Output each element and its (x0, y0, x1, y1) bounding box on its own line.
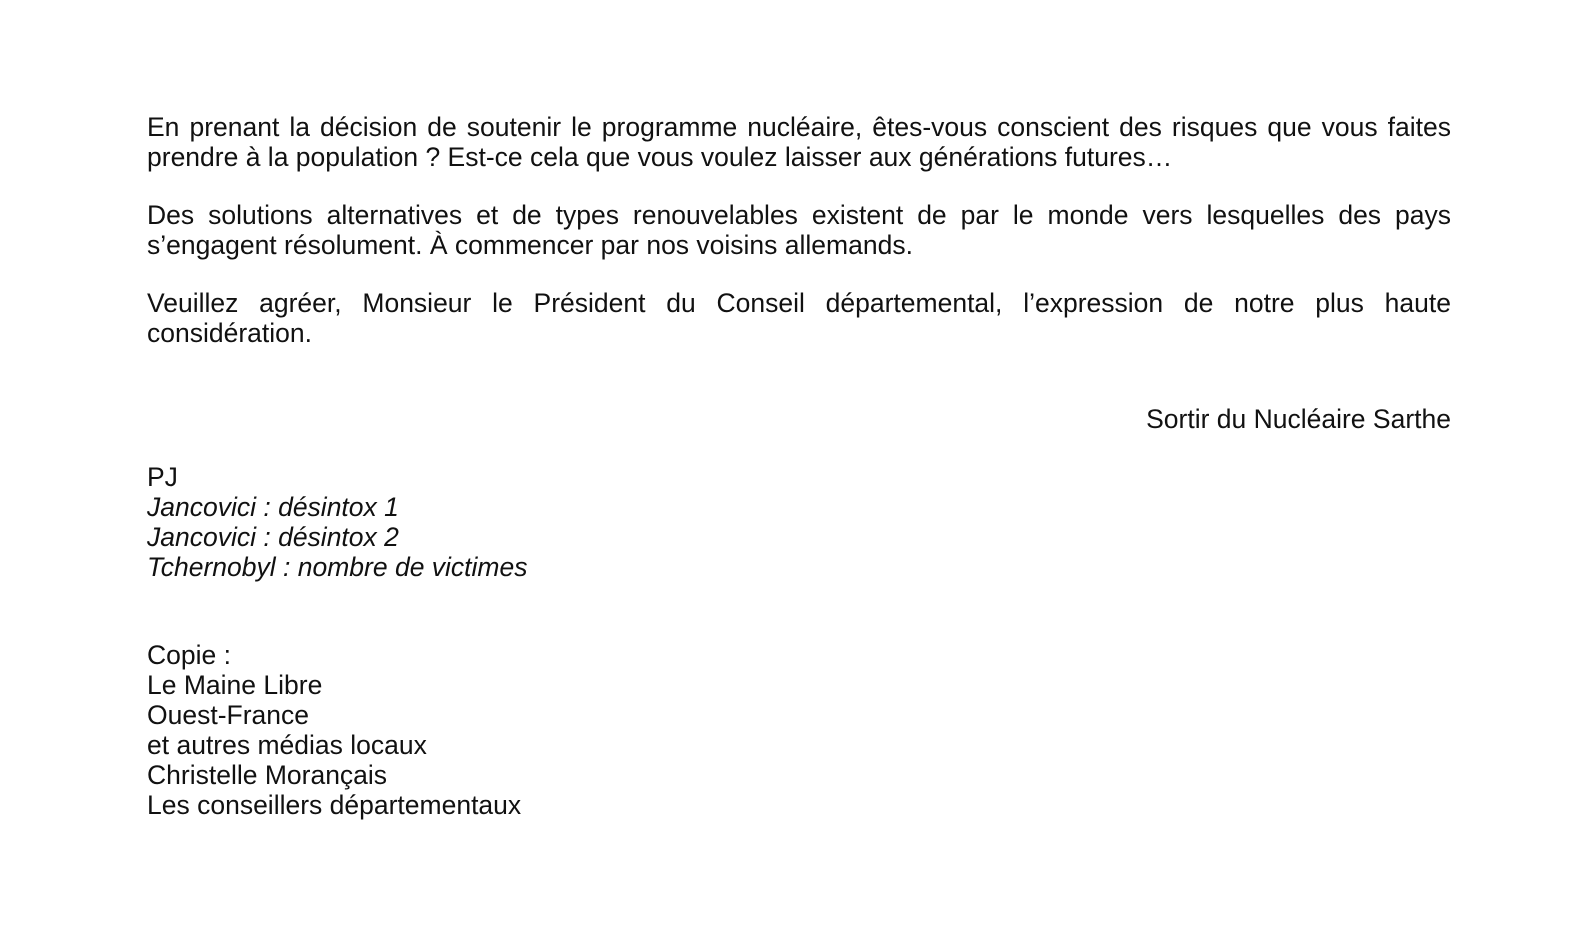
paragraph-alternatives: Des solutions alternatives et de types renouvelables existent de par le monde vers lesquelles des pays s’engagent résolument. À commencer par nos voisins allemands. (147, 200, 1451, 260)
attachments-section (147, 462, 1451, 582)
copy-recipient: Ouest-France (147, 700, 310, 730)
attachment-item: Tchernobyl : nombre de victimes (147, 552, 528, 582)
copy-recipient: Le Maine Libre (147, 670, 323, 700)
signature: Sortir du Nucléaire Sarthe (1146, 404, 1451, 434)
copies-section (147, 640, 1451, 820)
copies-label: Copie : (147, 640, 231, 670)
paragraph-closing: Veuillez agréer, Monsieur le Président du Conseil départemental, l’expression de notre plus haute considération. (147, 288, 1451, 348)
copy-recipient: Les conseillers départementaux (147, 790, 522, 820)
copy-recipient: et autres médias locaux (147, 730, 427, 760)
paragraph-risks: En prenant la décision de soutenir le programme nucléaire, êtes-vous conscient des risques que vous faites prendre à la population ? Est-ce cela que vous voulez laisser aux générations futures… (147, 112, 1451, 172)
attachment-item: Jancovici : désintox 2 (147, 522, 399, 552)
copy-recipient: Christelle Morançais (147, 760, 388, 790)
attachments-label: PJ (147, 462, 178, 492)
attachment-item: Jancovici : désintox 1 (147, 492, 399, 522)
letter-page (147, 112, 1451, 820)
